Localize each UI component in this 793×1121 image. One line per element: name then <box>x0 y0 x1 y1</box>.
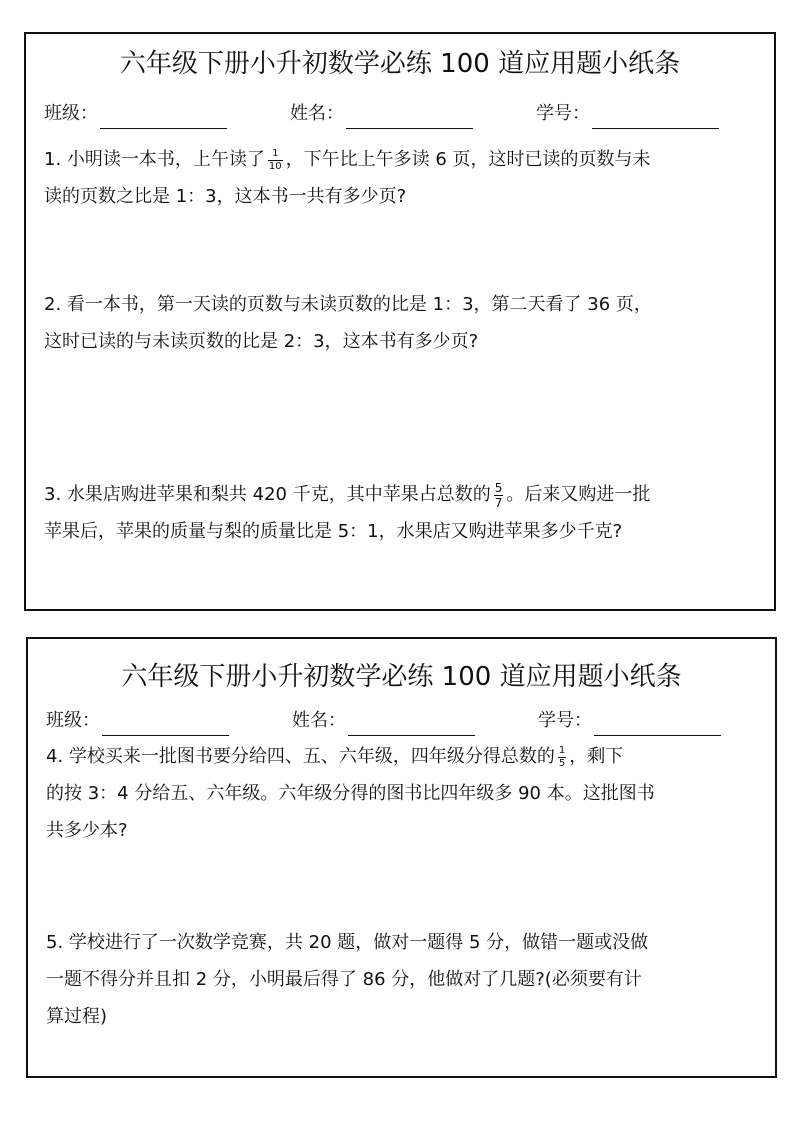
class-label: 班级： <box>46 710 100 731</box>
student-id-label: 学号： <box>538 710 592 731</box>
class-label: 班级： <box>44 103 98 124</box>
class-field <box>44 99 227 129</box>
slip-title: 六年级下册小升初数学必练 100 道应用题小纸条 <box>119 49 681 79</box>
question-line: 的按 3：4 分给五、六年级。六年级分得的图书比四年级多 90 本。这批图书 <box>46 783 655 804</box>
student-info-row <box>44 99 774 129</box>
fraction-denominator: 5 <box>558 757 566 769</box>
student-id-field <box>538 706 721 736</box>
question-line: 一题不得分并且扣 2 分，小明最后得了 86 分，他做对了几题?(必须要有计 <box>46 969 642 990</box>
name-blank[interactable] <box>348 713 475 736</box>
question-3 <box>44 476 756 550</box>
worksheet-slip-2 <box>26 637 777 1078</box>
question-line <box>44 476 756 513</box>
question-text: 。后来又购进一批 <box>506 484 651 505</box>
question-4 <box>46 738 758 849</box>
student-id-blank[interactable] <box>594 713 721 736</box>
question-text: 3. 水果店购进苹果和梨共 420 千克，其中苹果占总数的 <box>44 484 491 505</box>
class-field <box>46 706 229 736</box>
class-blank[interactable] <box>100 106 227 129</box>
question-line: 苹果后，苹果的质量与梨的质量比是 5：1，水果店又购进苹果多少千克? <box>44 521 623 542</box>
question-5 <box>46 924 758 1035</box>
question-2 <box>44 286 756 360</box>
fraction-numerator: 5 <box>494 480 503 495</box>
fraction <box>494 482 504 509</box>
question-text: 1. 小明读一本书，上午读了 <box>44 149 265 170</box>
worksheet-slip-1 <box>24 32 776 611</box>
name-field <box>290 99 473 129</box>
name-field <box>292 706 475 736</box>
fraction <box>558 746 566 769</box>
fraction-numerator: 1 <box>558 744 566 756</box>
fraction-numerator: 1 <box>268 149 283 161</box>
question-line: 这时已读的与未读页数的比是 2：3，这本书有多少页? <box>44 331 479 352</box>
question-line: 5. 学校进行了一次数学竞赛，共 20 题，做对一题得 5 分，做错一题或没做 <box>46 932 649 953</box>
name-blank[interactable] <box>346 106 473 129</box>
question-line: 算过程) <box>46 1006 108 1027</box>
question-line: 共多少本? <box>46 820 128 841</box>
question-line: 读的页数之比是 1：3，这本书一共有多少页? <box>44 186 407 207</box>
slip-title: 六年级下册小升初数学必练 100 道应用题小纸条 <box>121 662 682 692</box>
class-blank[interactable] <box>102 713 229 736</box>
question-1 <box>44 141 756 215</box>
fraction <box>268 149 283 172</box>
student-id-field <box>536 99 719 129</box>
question-line <box>46 738 758 775</box>
question-line <box>44 141 756 178</box>
question-text: ，剩下 <box>569 746 624 767</box>
fraction-denominator: 10 <box>268 160 282 172</box>
question-text: ，下午比上午多读 6 页，这时已读的页数与未 <box>285 149 651 170</box>
name-label: 姓名： <box>290 103 344 124</box>
question-text: 4. 学校买来一批图书要分给四、五、六年级，四年级分得总数的 <box>46 746 555 767</box>
student-info-row <box>46 706 775 736</box>
fraction-denominator: 7 <box>494 495 503 510</box>
name-label: 姓名： <box>292 710 346 731</box>
student-id-label: 学号： <box>536 103 590 124</box>
student-id-blank[interactable] <box>592 106 719 129</box>
question-line: 2. 看一本书，第一天读的页数与未读页数的比是 1：3，第二天看了 36 页， <box>44 294 652 315</box>
